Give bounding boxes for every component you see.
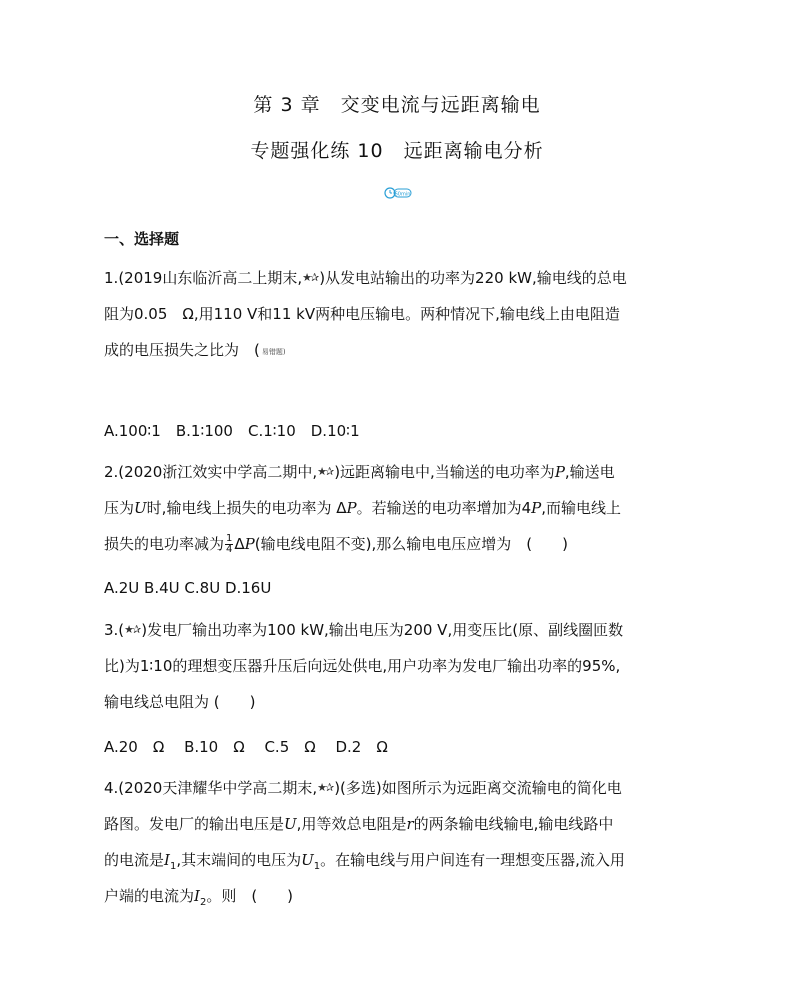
q4-line-3: 的电流是$I_1$,其末端间的电压为$U_1$。在输电线与用户间连有一理想变压器,流入用 (104, 851, 625, 872)
q3-line-2: 比)为1∶10的理想变压器升压后向远处供电,用户功率为发电厂输出功率的95%, (104, 657, 621, 675)
q4-line-2: 路图。发电厂的输出电压是U,用等效总电阻是r的两条输电线输电,输电线路中 (104, 815, 614, 833)
difficulty-stars-icon: ★✰ (302, 271, 318, 284)
q2-line-2: 压为U时,输电线上损失的电功率为 ΔP。若输送的电功率增加为4P,而输电线上 (104, 499, 621, 517)
q4-line-1: 4.(2020天津耀华中学高二期末,★✰ )(多选)如图所示为远距离交流输电的简化电 (104, 779, 622, 797)
section-heading: 一、选择题 (104, 230, 180, 248)
clock-icon (384, 186, 412, 200)
q2-line-1: 2.(2020浙江效实中学高二期中,★✰ )远距离输电中,当输送的电功率为P,输送电 (104, 463, 615, 481)
q1-line-3: 成的电压损失之比为 ( 易错题) (104, 341, 286, 359)
q1-options: A.100∶1 B.1∶100 C.1∶10 D.10∶1 (104, 422, 360, 440)
q2-options: A.2U B.4U C.8U D.16U (104, 579, 272, 597)
q1-line-2: 阻为0.05 Ω,用110 V和11 kV两种电压输电。两种情况下,输电线上由电阻造 (104, 305, 620, 323)
difficulty-stars-icon: ★✰ (124, 623, 140, 636)
time-badge-text: 60min (394, 191, 411, 198)
difficulty-stars-icon: ★✰ (317, 781, 333, 794)
q1-line-1: 1.(2019山东临沂高二上期末,★✰ )从发电站输出的功率为220 kW,输电线的总电 (104, 269, 627, 287)
q3-line-1: 3.(★✰ )发电厂输出功率为100 kW,输出电压为200 V,用变压比(原、副线圈匝数 (104, 621, 624, 639)
q4-line-4: 户端的电流为$I_2$。则 ( ) (104, 887, 294, 908)
topic-title: 专题强化练 10 远距离输电分析 (250, 140, 544, 162)
q1-note: 易错题) (261, 348, 286, 356)
q2-line-3: 损失的电功率减为 $\frac{1}{4}$ ΔP(输电线电阻不变),那么输电电压应增为 ( ) (104, 533, 568, 555)
q3-options: A.20 Ω B.10 Ω C.5 Ω D.2 Ω (104, 738, 388, 756)
difficulty-stars-icon: ★✰ (317, 465, 333, 478)
chapter-title: 第 3 章 交变电流与远距离输电 (253, 94, 541, 116)
fraction-one-quarter: $\frac{1}{4}$ (226, 533, 233, 555)
q3-line-3: 输电线总电阻为 ( ) (104, 693, 256, 711)
